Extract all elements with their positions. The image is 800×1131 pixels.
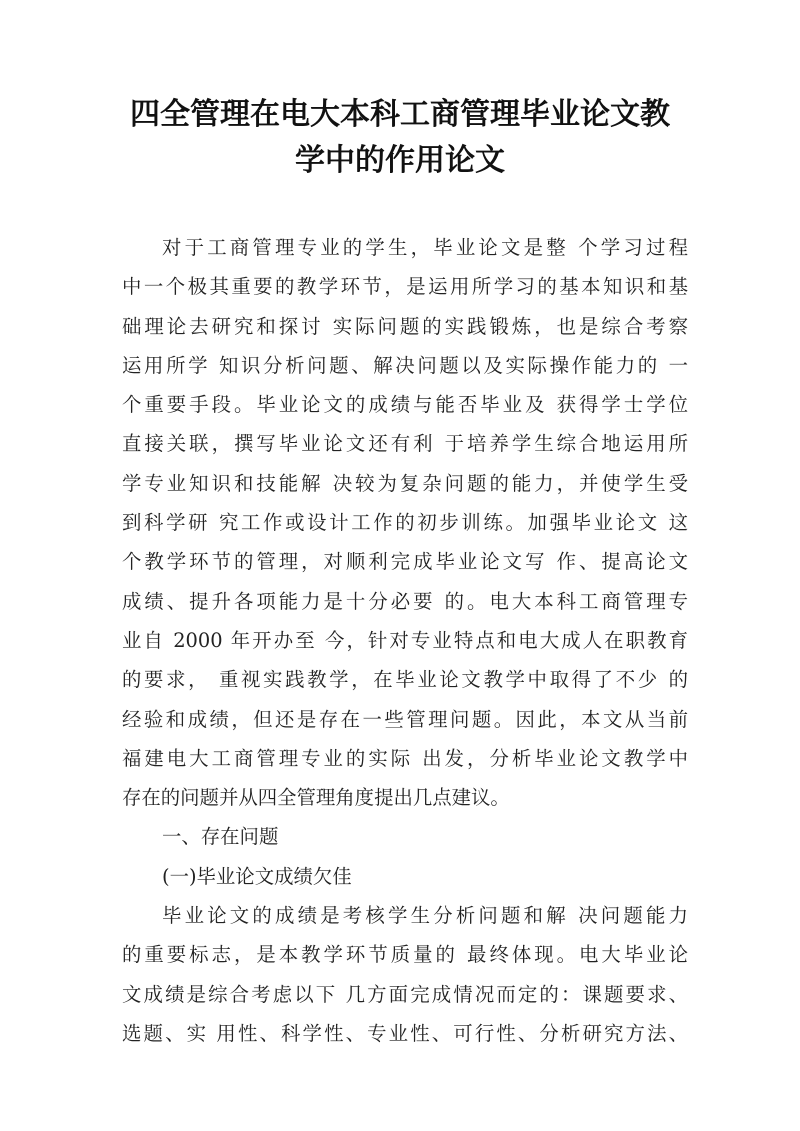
paragraph-line: 福建电大工商管理专业的实际 出发，分析毕业论文教学中 — [122, 746, 688, 770]
paragraph-line: 中一个极其重要的教学环节，是运用所学习的基本知识和基 — [122, 275, 688, 299]
paragraph-line: 成绩、提升各项能力是十分必要 的。电大本科工商管理专 — [122, 589, 688, 613]
paragraph-line: 存在的问题并从四全管理角度提出几点建议。 — [122, 786, 510, 810]
document-title — [120, 92, 680, 184]
paragraph-line: 毕业论文的成绩是考核学生分析问题和解 决问题能力 — [162, 904, 688, 928]
paragraph-line: 个教学环节的管理，对顺利完成毕业论文写 作、提高论文 — [122, 550, 688, 574]
subsection-heading: (一)毕业论文成绩欠佳 — [162, 864, 352, 888]
title-line-2: 学中的作用论文 — [295, 143, 505, 178]
paragraph-line: 的要求， 重视实践教学，在毕业论文教学中取得了不少 的 — [122, 668, 688, 692]
paragraph-line: 础理论去研究和探讨 实际问题的实践锻炼，也是综合考察 — [122, 314, 688, 338]
paragraph-line: 经验和成绩，但还是存在一些管理问题。因此，本文从当前 — [122, 707, 688, 731]
paragraph-line: 选题、实 用性、科学性、专业性、可行性、分析研究方法、 — [122, 1021, 688, 1045]
section-heading: 一、存在问题 — [162, 825, 279, 849]
paragraph-line: 文成绩是综合考虑以下 几方面完成情况而定的：课题要求、 — [122, 982, 688, 1006]
paragraph-line: 学专业知识和技能解 决较为复杂问题的能力，并使学生受 — [122, 471, 688, 495]
paragraph-line: 到科学研 究工作或设计工作的初步训练。加强毕业论文 这 — [122, 511, 688, 535]
paragraph-line: 直接关联，撰写毕业论文还有利 于培养学生综合地运用所 — [122, 432, 688, 456]
paragraph-line: 的重要标志，是本教学环节质量的 最终体现。电大毕业论 — [122, 943, 688, 967]
paragraph-line: 运用所学 知识分析问题、解决问题以及实际操作能力的 一 — [122, 353, 688, 377]
paragraph-line: 个重要手段。毕业论文的成绩与能否毕业及 获得学士学位 — [122, 393, 688, 417]
title-line-1: 四全管理在电大本科工商管理毕业论文教 — [130, 97, 670, 132]
document-body — [122, 228, 688, 1053]
paragraph-line: 对于工商管理专业的学生，毕业论文是整 个学习过程 — [162, 236, 688, 259]
paragraph-line: 业自 2000 年开办至 今，针对专业特点和电大成人在职教育 — [122, 628, 688, 652]
